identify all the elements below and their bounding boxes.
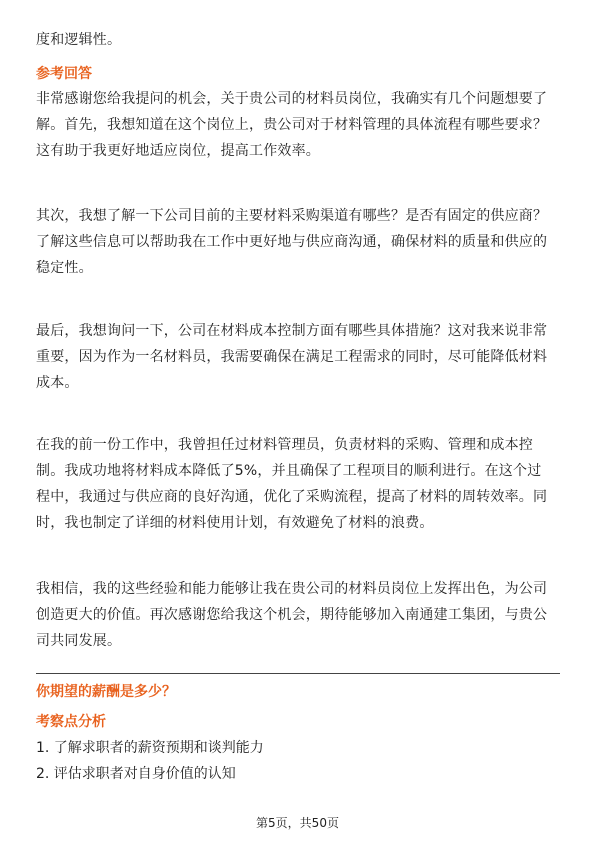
page-number: 第5页，共50页 bbox=[256, 816, 339, 830]
analysis-point-2: 2. 评估求职者对自身价值的认知 bbox=[36, 766, 236, 782]
question-heading: 你期望的薪酬是多少？ bbox=[36, 684, 176, 700]
section-divider bbox=[36, 673, 560, 674]
answer-paragraph-5: 我相信，我的这些经验和能力能够让我在贵公司的材料员岗位上发挥出色，为公司 创造更大的价值。再次感谢您给我这个机会，期待能够加入南通建工集团，与贵公 司共同发展。 bbox=[36, 581, 548, 649]
top-fragment-text: 度和逻辑性。 bbox=[36, 32, 122, 48]
analysis-heading: 考察点分析 bbox=[36, 714, 106, 730]
answer-paragraph-1: 非常感谢您给我提问的机会，关于贵公司的材料员岗位，我确实有几个问题想要了 解。首先，我想知道在这个岗位上，贵公司对于材料管理的具体流程有哪些要求？ 这有助于我更好地适应岗位，提高工作效率。 bbox=[36, 91, 548, 159]
answer-paragraph-2: 其次，我想了解一下公司目前的主要材料采购渠道有哪些？是否有固定的供应商？ 了解这些信息可以帮助我在工作中更好地与供应商沟通，确保材料的质量和供应的 稳定性。 bbox=[36, 208, 548, 276]
analysis-point-1: 1. 了解求职者的薪资预期和谈判能力 bbox=[36, 740, 264, 756]
answer-paragraph-4: 在我的前一份工作中，我曾担任过材料管理员，负责材料的采购、管理和成本控 制。我成功地将材料成本降低了5%，并且确保了工程项目的顺利进行。在这个过 程中，我通过与供应商的良好沟通，优化了采购流程，提高了材料的周转效率。同 时，我也制定了详细的材料使用计划，有效避免了材料的浪费。 bbox=[36, 437, 548, 531]
answer-paragraph-3: 最后，我想询问一下，公司在材料成本控制方面有哪些具体措施？这对我来说非常 重要，因为作为一名材料员，我需要确保在满足工程需求的同时，尽可能降低材料 成本。 bbox=[36, 323, 548, 391]
reference-answer-heading: 参考回答 bbox=[36, 66, 92, 82]
